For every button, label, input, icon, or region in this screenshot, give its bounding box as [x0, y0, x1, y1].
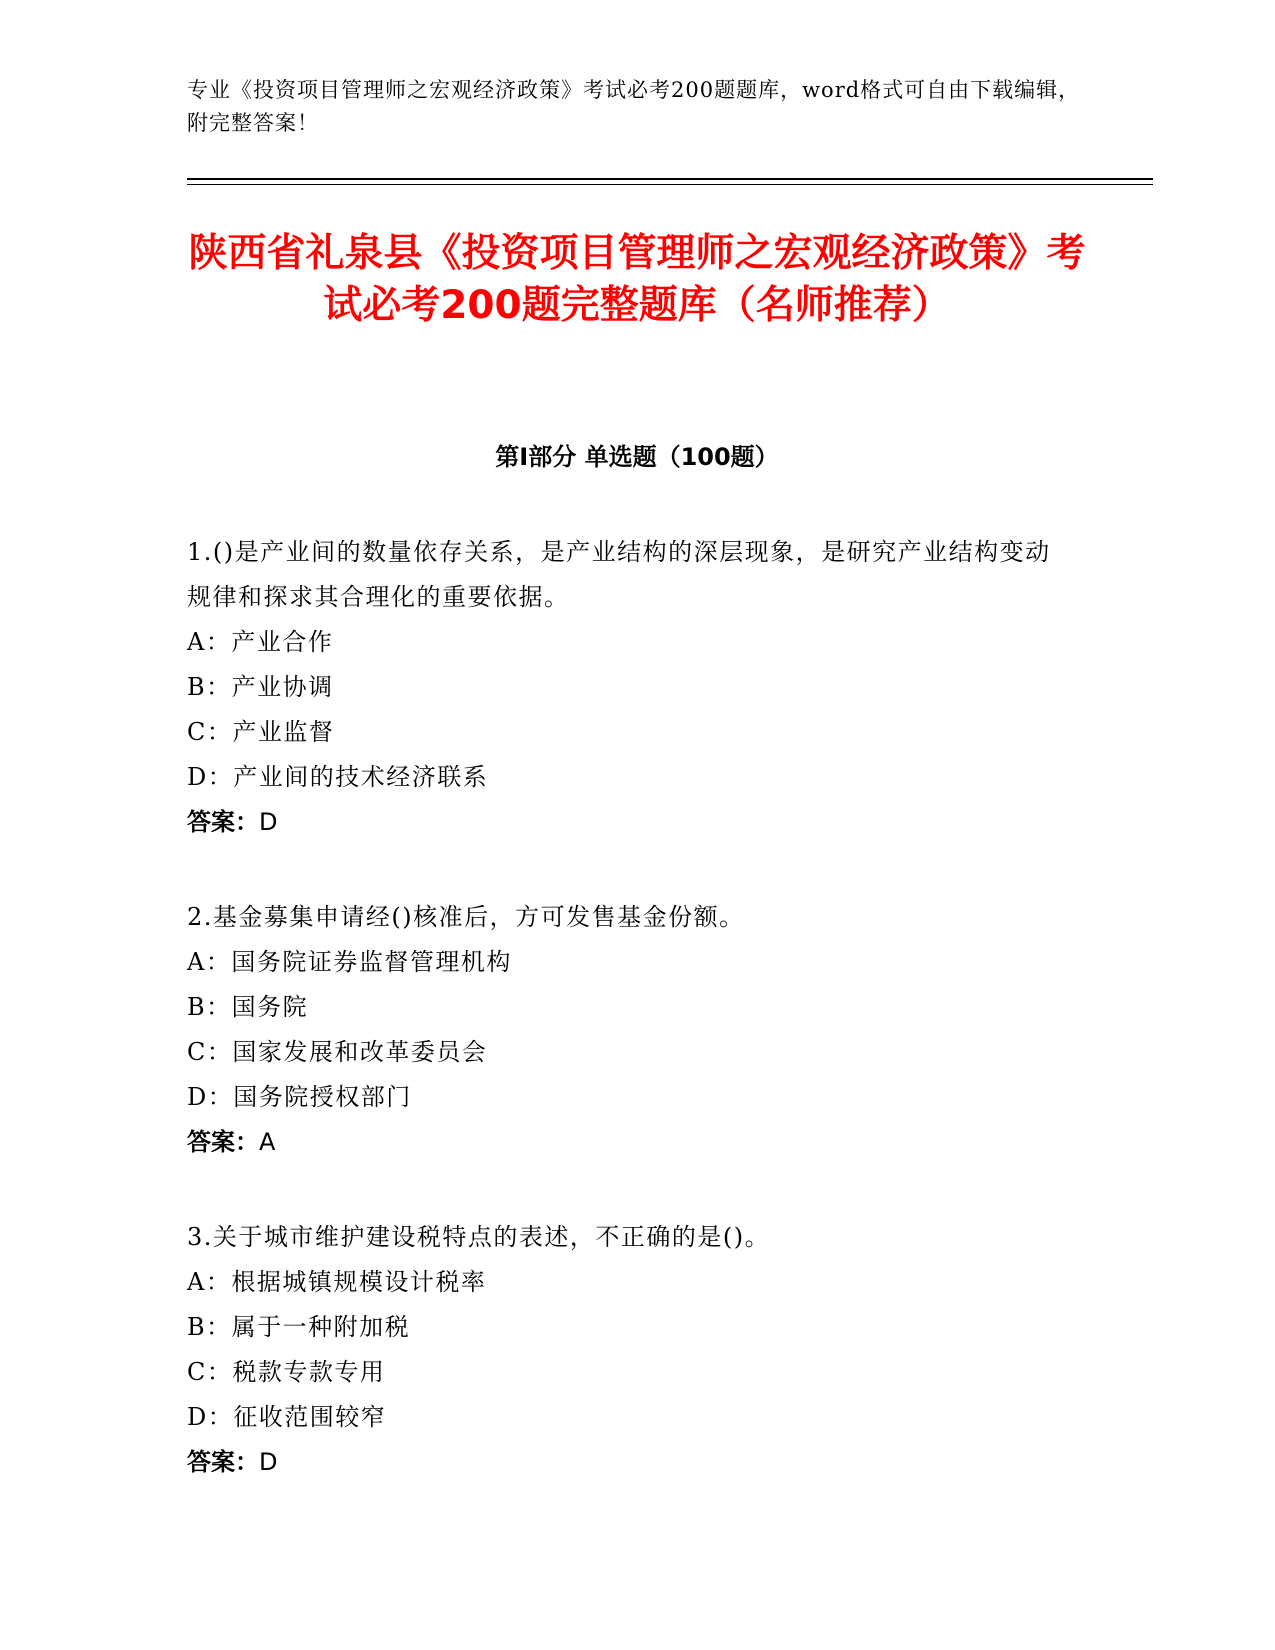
option-c: C：国家发展和改革委员会 — [187, 1038, 488, 1066]
header-divider-thick — [187, 178, 1153, 180]
answer-value: D — [259, 808, 278, 836]
section-title: 第I部分 单选题（100题） — [495, 443, 779, 471]
option-a: A：产业合作 — [187, 628, 334, 656]
question-list — [187, 530, 1067, 1535]
option-c: C：税款专款专用 — [187, 1358, 386, 1386]
header-divider-thin — [187, 184, 1153, 185]
question-stem: 2.基金募集申请经()核准后，方可发售基金份额。 — [187, 903, 745, 931]
document-title: 陕西省礼泉县《投资项目管理师之宏观经济政策》考试必考200题完整题库（名师推荐） — [188, 231, 1086, 328]
option-b: B：属于一种附加税 — [187, 1313, 411, 1341]
option-c: C：产业监督 — [187, 718, 335, 746]
option-d: D：征收范围较窄 — [187, 1403, 387, 1431]
question-1 — [187, 530, 1067, 845]
answer-line — [187, 1120, 1067, 1165]
header-note: 专业《投资项目管理师之宏观经济政策》考试必考200题题库，word格式可自由下载编辑，附完整答案！ — [187, 78, 1081, 135]
answer-value: A — [259, 1128, 276, 1156]
option-b: B：国务院 — [187, 993, 309, 1021]
question-stem: 1.()是产业间的数量依存关系，是产业结构的深层现象，是研究产业结构变动规律和探求其合理化的重要依据。 — [187, 538, 1051, 611]
option-d: D：国务院授权部门 — [187, 1083, 412, 1111]
answer-line — [187, 1440, 1067, 1485]
option-d: D：产业间的技术经济联系 — [187, 763, 489, 791]
answer-label: 答案： — [187, 808, 259, 836]
question-stem: 3.关于城市维护建设税特点的表述，不正确的是()。 — [187, 1223, 771, 1251]
answer-label: 答案： — [187, 1128, 259, 1156]
answer-label: 答案： — [187, 1448, 259, 1476]
option-b: B：产业协调 — [187, 673, 334, 701]
question-2 — [187, 895, 1067, 1165]
question-3 — [187, 1215, 1067, 1485]
answer-line — [187, 800, 1067, 845]
answer-value: D — [259, 1448, 278, 1476]
option-a: A：国务院证券监督管理机构 — [187, 948, 512, 976]
option-a: A：根据城镇规模设计税率 — [187, 1268, 487, 1296]
